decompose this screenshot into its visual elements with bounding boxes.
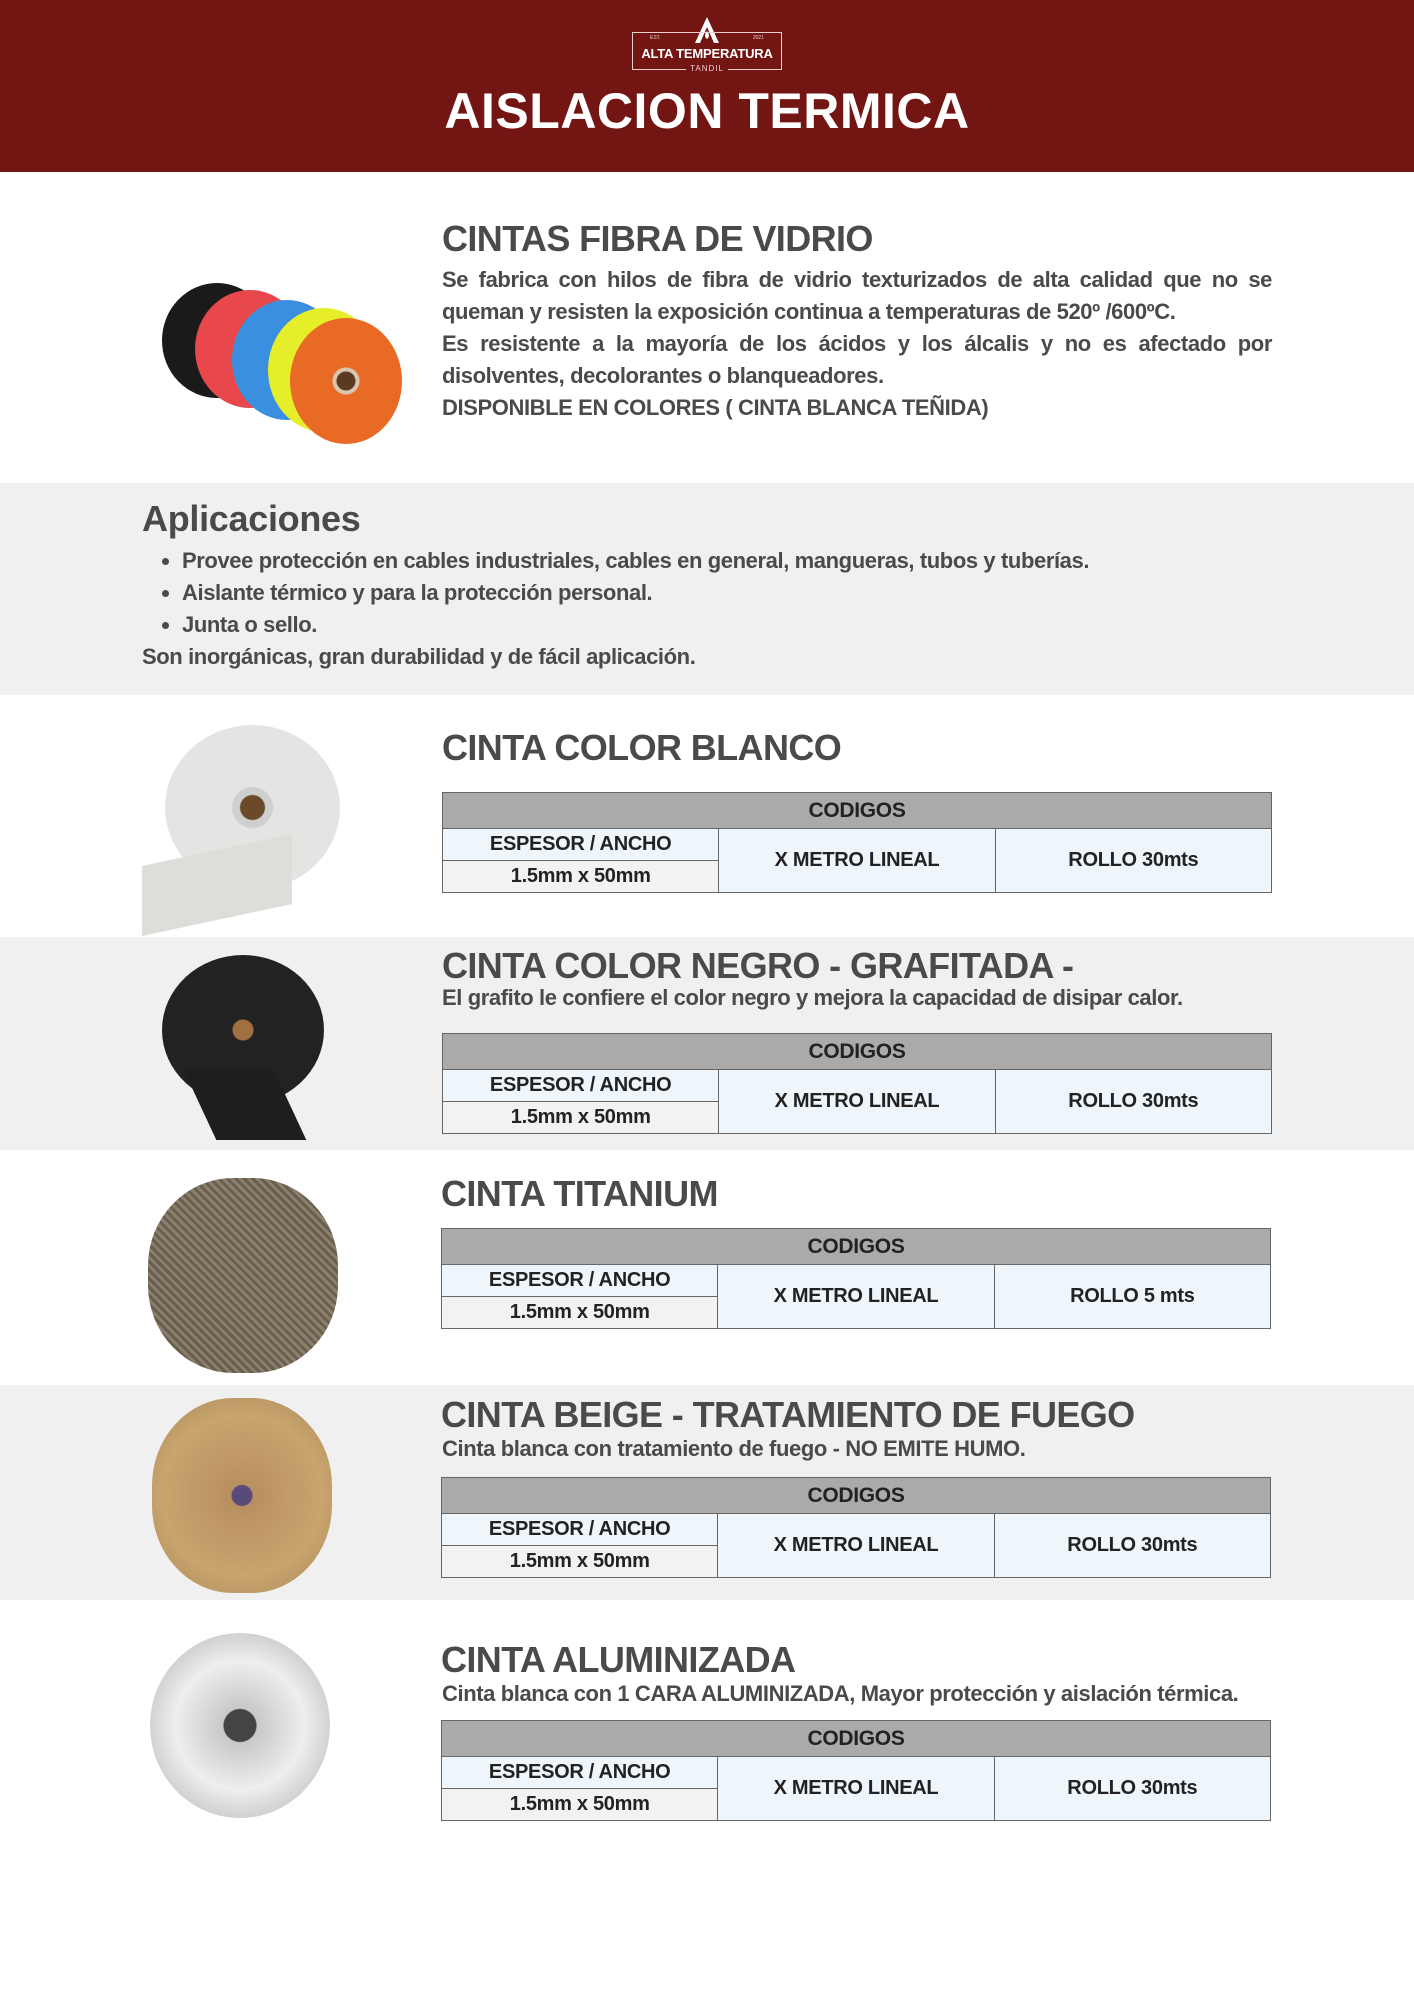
intro-paragraph: Se fabrica con hilos de fibra de vidrio texturizados de alta calidad que no se queman y resisten la exposición continua a temperaturas de 520º /600ºC.	[442, 267, 1272, 324]
list-item: • Provee protección en cables industriales, cables en general, mangueras, tubos y tuberías.	[182, 545, 1292, 577]
product-subtitle: El grafito le confiere el color negro y mejora la capacidad de disipar calor.	[442, 985, 1183, 1010]
codes-table	[441, 1477, 1271, 1578]
page-title: AISLACION TERMICA	[444, 83, 970, 139]
product-image-beige-tape	[152, 1398, 332, 1593]
codes-table	[442, 1033, 1272, 1134]
white-tape-tail	[142, 834, 292, 936]
product-title: CINTA ALUMINIZADA	[441, 1639, 796, 1680]
col-rollo: ROLLO 30mts	[994, 1757, 1270, 1821]
product-image-aluminized-tape	[150, 1633, 330, 1818]
espesor-value: 1.5mm x 50mm	[442, 1789, 718, 1821]
codes-header: CODIGOS	[443, 793, 1272, 829]
applications-list	[142, 545, 1292, 673]
logo-name: ALTA TEMPERATURA	[641, 46, 773, 61]
list-item: • Aislante térmico y para la protección personal.	[182, 577, 1292, 609]
col-espesor-ancho: ESPESOR / ANCHO	[442, 1757, 718, 1789]
col-rollo: ROLLO 30mts	[994, 1514, 1270, 1578]
col-espesor-ancho: ESPESOR / ANCHO	[442, 1265, 718, 1297]
espesor-value: 1.5mm x 50mm	[442, 1546, 718, 1578]
logo-location: TANDIL	[632, 64, 782, 73]
logo-year: 2021	[752, 35, 764, 41]
col-rollo: ROLLO 5 mts	[994, 1265, 1270, 1329]
col-rollo: ROLLO 30mts	[995, 1070, 1271, 1134]
list-item: • Junta o sello.	[182, 609, 1292, 641]
espesor-value: 1.5mm x 50mm	[443, 1102, 719, 1134]
product-title: CINTA COLOR BLANCO	[442, 727, 842, 768]
codes-header: CODIGOS	[443, 1034, 1272, 1070]
logo-est: EST.	[650, 35, 661, 41]
codes-table	[441, 1720, 1271, 1821]
product-title: CINTA TITANIUM	[441, 1173, 718, 1214]
codes-header: CODIGOS	[442, 1721, 1271, 1757]
product-subtitle: Cinta blanca con tratamiento de fuego - NO EMITE HUMO.	[442, 1436, 1026, 1461]
intro-title: CINTAS FIBRA DE VIDRIO	[442, 218, 873, 259]
col-metro-lineal: X METRO LINEAL	[718, 1265, 994, 1329]
header-banner	[0, 0, 1414, 172]
product-subtitle: Cinta blanca con 1 CARA ALUMINIZADA, Mayor protección y aislación térmica.	[442, 1681, 1239, 1706]
codes-header: CODIGOS	[442, 1478, 1271, 1514]
applications-title: Aplicaciones	[142, 498, 361, 539]
intro-availability: DISPONIBLE EN COLORES ( CINTA BLANCA TEÑIDA)	[442, 395, 989, 420]
product-image-titanium-tape	[148, 1178, 338, 1373]
col-espesor-ancho: ESPESOR / ANCHO	[443, 1070, 719, 1102]
codes-table	[441, 1228, 1271, 1329]
espesor-value: 1.5mm x 50mm	[443, 861, 719, 893]
intro-description	[442, 264, 1272, 424]
espesor-value: 1.5mm x 50mm	[442, 1297, 718, 1329]
col-metro-lineal: X METRO LINEAL	[719, 829, 995, 893]
col-metro-lineal: X METRO LINEAL	[718, 1514, 994, 1578]
codes-table	[442, 792, 1272, 893]
col-espesor-ancho: ESPESOR / ANCHO	[443, 829, 719, 861]
col-rollo: ROLLO 30mts	[995, 829, 1271, 893]
applications-note: Son inorgánicas, gran durabilidad y de fácil aplicación.	[142, 644, 696, 669]
codes-header: CODIGOS	[442, 1229, 1271, 1265]
col-espesor-ancho: ESPESOR / ANCHO	[442, 1514, 718, 1546]
product-title: CINTA COLOR NEGRO - GRAFITADA -	[442, 945, 1074, 986]
product-title: CINTA BEIGE - TRATAMIENTO DE FUEGO	[441, 1394, 1135, 1435]
intro-paragraph: Es resistente a la mayoría de los ácidos y los álcalis y no es afectado por disolventes, decolorantes o blanqueadores.	[442, 331, 1272, 388]
brand-logo	[632, 18, 782, 74]
col-metro-lineal: X METRO LINEAL	[719, 1070, 995, 1134]
col-metro-lineal: X METRO LINEAL	[718, 1757, 994, 1821]
